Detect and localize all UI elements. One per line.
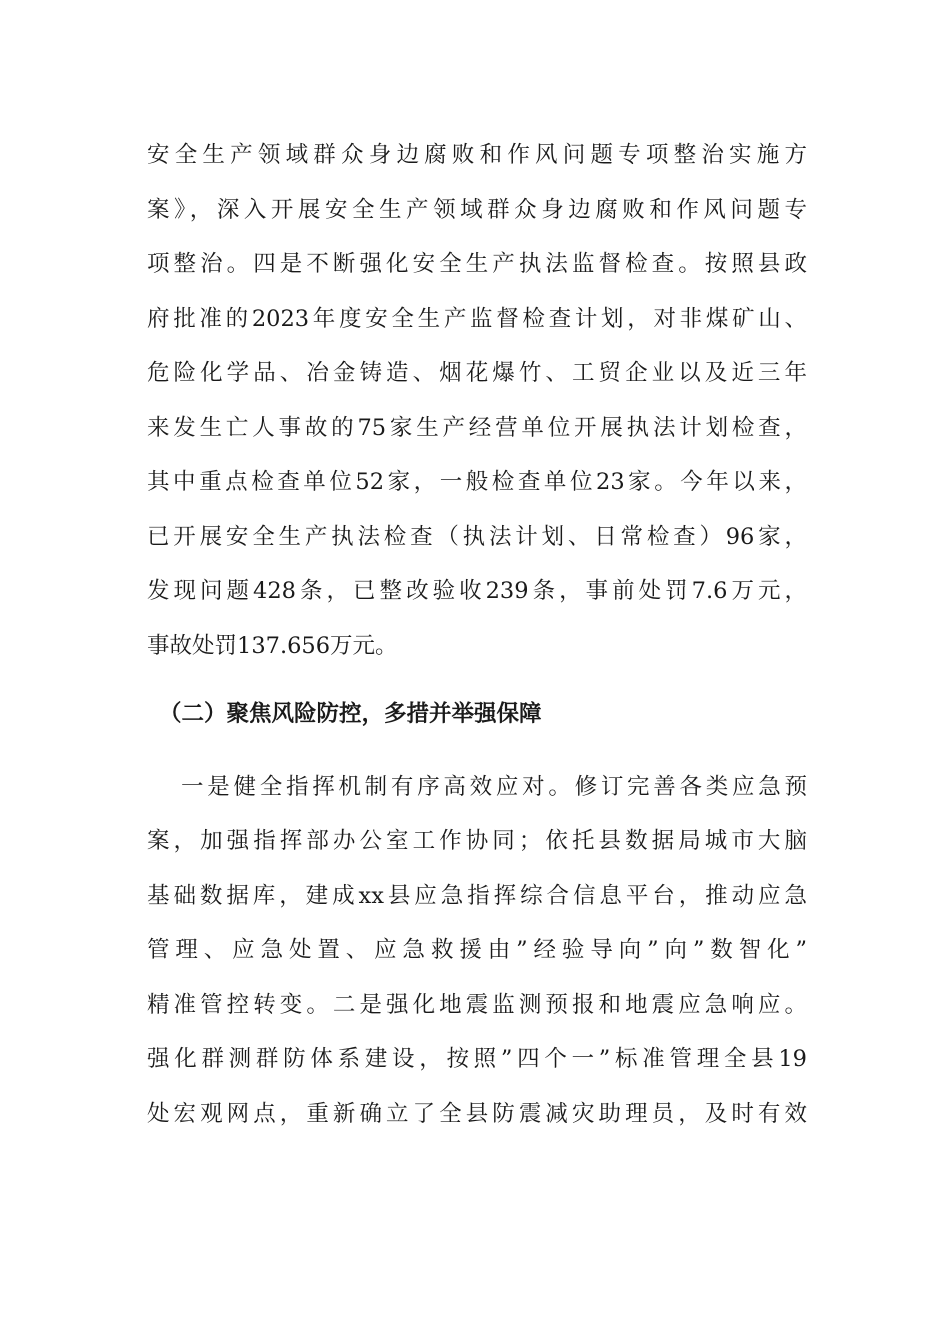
- document-body: [147, 128, 807, 1141]
- text-line: 案》，深入开展安全生产领域群众身边腐败和作风问题专: [147, 196, 807, 223]
- text-line: 一是健全指挥机制有序高效应对。修订完善各类应急预: [181, 773, 807, 800]
- text-line: 已开展安全生产执法检查（执法计划、日常检查）96家，: [147, 523, 807, 550]
- text-line: 项整治。四是不断强化安全生产执法监督检查。按照县政: [147, 251, 807, 277]
- paragraph-2: [147, 760, 807, 1142]
- text-line: 安全生产领域群众身边腐败和作风问题专项整治实施方: [147, 142, 807, 168]
- text-line: 强化群测群防体系建设，按照”四个一”标准管理全县19: [147, 1046, 807, 1072]
- text-line: 事故处罚137.656万元。: [147, 632, 398, 659]
- paragraph-1: [147, 128, 807, 673]
- text-line: 案，加强指挥部办公室工作协同；依托县数据局城市大脑: [147, 828, 807, 854]
- text-line: 发现问题428条，已整改验收239条，事前处罚7.6万元，: [147, 578, 807, 604]
- text-line: 府批准的2023年度安全生产监督检查计划，对非煤矿山、: [147, 305, 807, 332]
- section-heading: （二）聚焦风险防控，多措并举强保障: [159, 701, 542, 727]
- text-line: 管理、应急处置、应急救援由”经验导向”向”数智化”: [147, 937, 807, 963]
- text-line: 精准管控转变。二是强化地震监测预报和地震应急响应。: [147, 991, 807, 1018]
- text-line: 来发生亡人事故的75家生产经营单位开展执法计划检查，: [147, 414, 807, 441]
- text-line: 处宏观网点，重新确立了全县防震减灾助理员，及时有效: [147, 1100, 807, 1127]
- text-line: 基础数据库，建成xx县应急指挥综合信息平台，推动应急: [147, 882, 807, 909]
- text-line: 其中重点检查单位52家，一般检查单位23家。今年以来，: [147, 469, 807, 495]
- text-line: 危险化学品、冶金铸造、烟花爆竹、工贸企业以及近三年: [147, 360, 807, 386]
